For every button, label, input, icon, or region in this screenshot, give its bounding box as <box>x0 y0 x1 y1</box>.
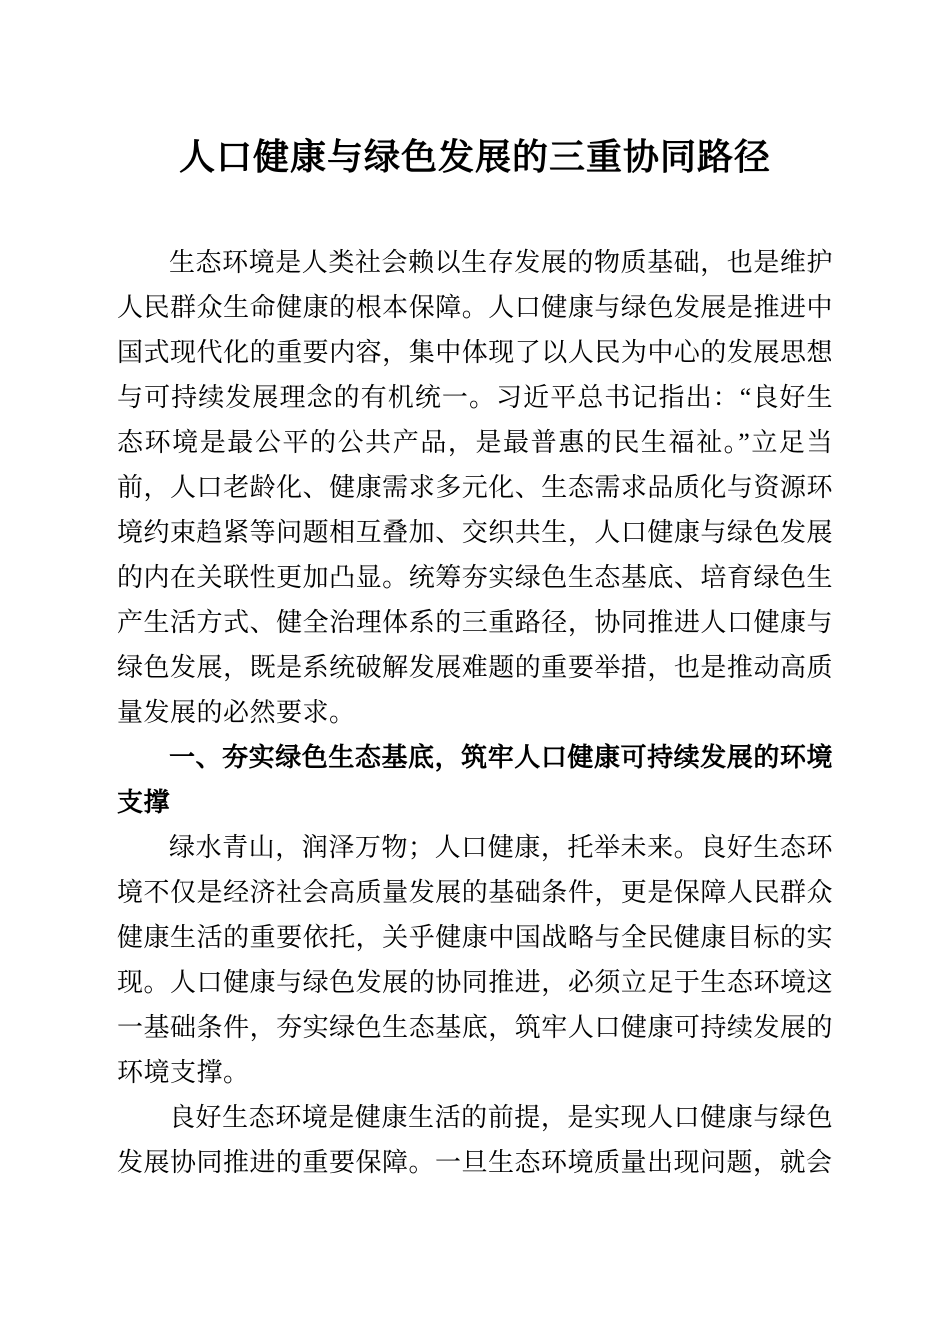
section-heading: 一、夯实绿色生态基底，筑牢人口健康可持续发展的环境支撑 <box>117 742 833 817</box>
body-paragraph: 良好生态环境是健康生活的前提，是实现人口健康与绿色发展协同推进的重要保障。一旦生态环境质量出现问题，就会 <box>117 1103 833 1177</box>
body-paragraph: 生态环境是人类社会赖以生存发展的物质基础，也是维护人民群众生命健康的根本保障。人口健康与绿色发展是推进中国式现代化的重要内容，集中体现了以人民为中心的发展思想与可持续发展理念的有机统一。习近平总书记指出：“良好生态环境是最公平的公共产品，是最普惠的民生福祉。”立足当前，人口老龄化、健康需求多元化、生态需求品质化与资源环境约束趋紧等问题相互叠加、交织共生，人口健康与绿色发展的内在关联性更加凸显。统筹夯实绿色生态基底、培育绿色生产生活方式、健全治理体系的三重路径，协同推进人口健康与绿色发展，既是系统破解发展难题的重要举措，也是推动高质量发展的必然要求。 <box>117 248 833 727</box>
document-title: 人口健康与绿色发展的三重协同路径 <box>178 137 771 177</box>
document-body <box>117 240 833 1185</box>
body-paragraph: 绿水青山，润泽万物；人口健康，托举未来。良好生态环境不仅是经济社会高质量发展的基础条件，更是保障人民群众健康生活的重要依托，关乎健康中国战略与全民健康目标的实现。人口健康与绿色发展的协同推进，必须立足于生态环境这一基础条件，夯实绿色生态基底，筑牢人口健康可持续发展的环境支撑。 <box>117 833 833 1087</box>
